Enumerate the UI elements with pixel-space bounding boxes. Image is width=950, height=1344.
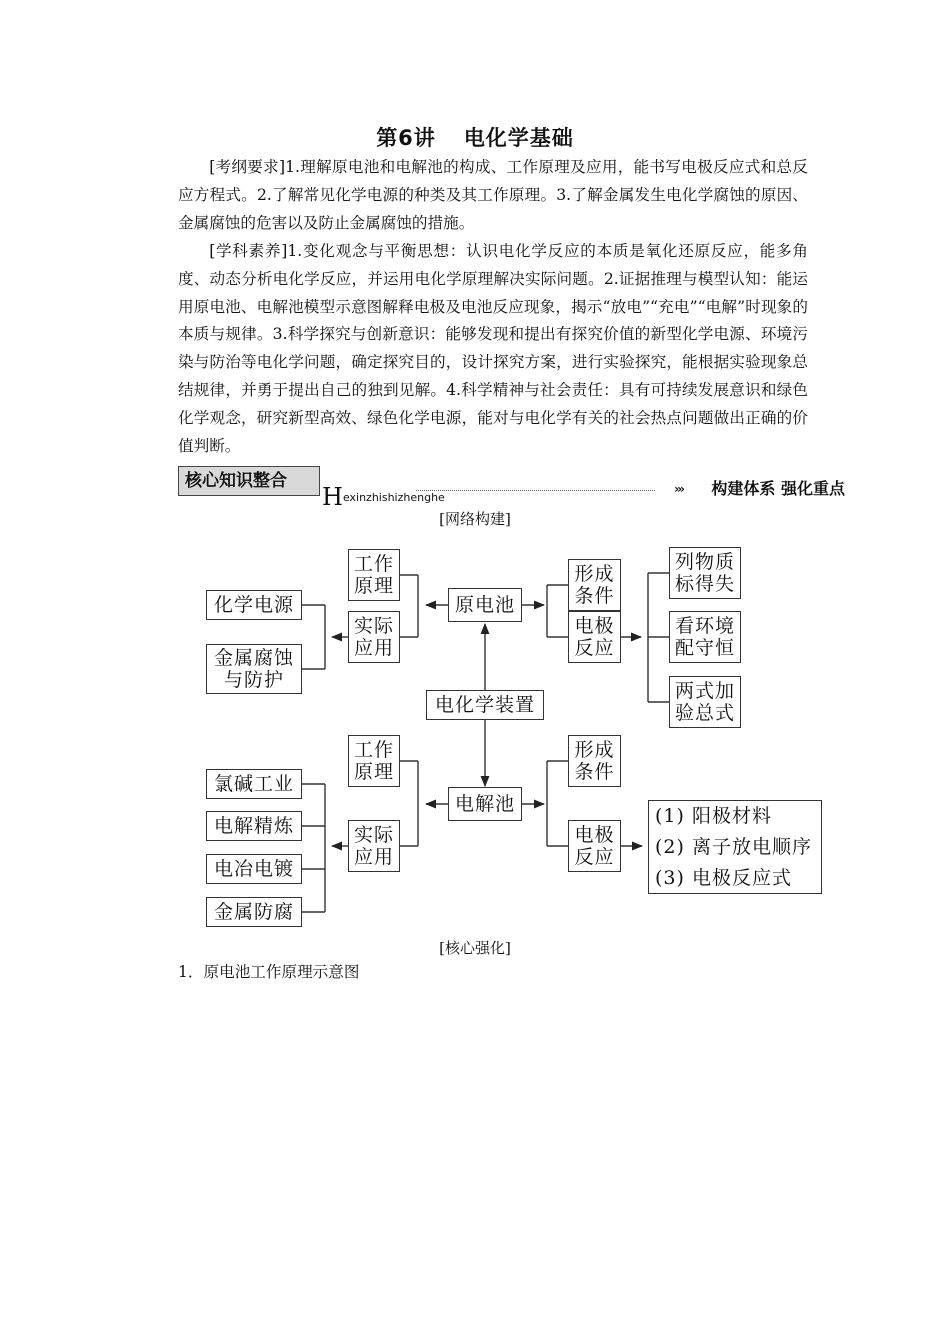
step-3: (3) 电极反应式	[655, 866, 792, 889]
galvanic-principle-box: 工作 原理	[348, 549, 400, 601]
electrolytic-cell-box: 电解池	[448, 787, 522, 821]
lesson-number: 第6讲	[376, 126, 436, 150]
electrolytic-principle-box: 工作 原理	[348, 735, 400, 787]
caption-network: [网络构建]	[439, 510, 511, 528]
chemical-power-box: 化学电源	[206, 590, 302, 620]
caption-core: [核心强化]	[439, 939, 511, 957]
electrolytic-application-box: 实际 应用	[348, 820, 400, 872]
step-1: (1) 阳极材料	[655, 804, 772, 827]
corrosion-box: 金属腐蚀 与防护	[206, 644, 302, 694]
chlor-alkali-box: 氯碱工业	[206, 769, 302, 799]
electroplating-box: 电冶电镀	[206, 854, 302, 884]
banner-pinyin: Hexinzhishizhenghe	[322, 483, 445, 511]
step-2: (2) 离子放电顺序	[655, 835, 812, 858]
electrolytic-conditions-box: 形成 条件	[568, 735, 621, 787]
rule-box-1: 列物质 标得失	[669, 547, 741, 599]
electrolytic-electrode-box: 电极 反应	[568, 820, 621, 872]
galvanic-electrode-box: 电极 反应	[568, 611, 621, 663]
electrode-reaction-steps-box	[648, 800, 822, 894]
literacy-paragraph: [学科素养]1.变化观念与平衡思想：认识电化学反应的本质是氧化还原反应，能多角度、动态分析电化学反应，并运用电化学原理解决实际问题。2.证据推理与模型认知：能运用原电池、电解池模型示意图解释电极及电池反应现象，揭示“放电”“充电”“电解”时现象的本质与规律。3.科学探究与创新意识：能够发现和提出有探究价值的新型化学电源、环境污染与防治等电化学问题，确定探究目的，设计探究方案，进行实验探究，能根据实验现象总结规律，并勇于提出自己的独到见解。4.科学精神与社会责任：具有可持续发展意识和绿色化学观念，研究新型高效、绿色化学电源，能对与电化学有关的社会热点问题做出正确的价值判断。	[178, 242, 808, 455]
galvanic-conditions-box: 形成 条件	[568, 559, 621, 611]
banner-subtitle: 构建体系 强化重点	[711, 479, 845, 498]
anticorrosion-box: 金属防腐	[206, 897, 302, 927]
galvanic-application-box: 实际 应用	[348, 611, 400, 663]
banner-tag: 核心知识整合	[178, 466, 320, 496]
rule-box-3: 两式加 验总式	[669, 676, 741, 728]
center-box: 电化学装置	[426, 690, 544, 720]
rule-box-2: 看环境 配守恒	[669, 611, 741, 663]
refining-box: 电解精炼	[206, 811, 302, 841]
banner-arrows-icon: ›››	[674, 482, 683, 496]
galvanic-cell-box: 原电池	[448, 588, 522, 622]
requirements-paragraph: [考纲要求]1.理解原电池和电解池的构成、工作原理及应用，能书写电极反应式和总反应方程式。2.了解常见化学电源的种类及其工作原理。3.了解金属发生电化学腐蚀的原因、金属腐蚀的危害以及防止金属腐蚀的措施。	[178, 158, 808, 232]
item-1: 1．原电池工作原理示意图	[178, 963, 360, 981]
lesson-name: 电化学基础	[463, 126, 574, 150]
